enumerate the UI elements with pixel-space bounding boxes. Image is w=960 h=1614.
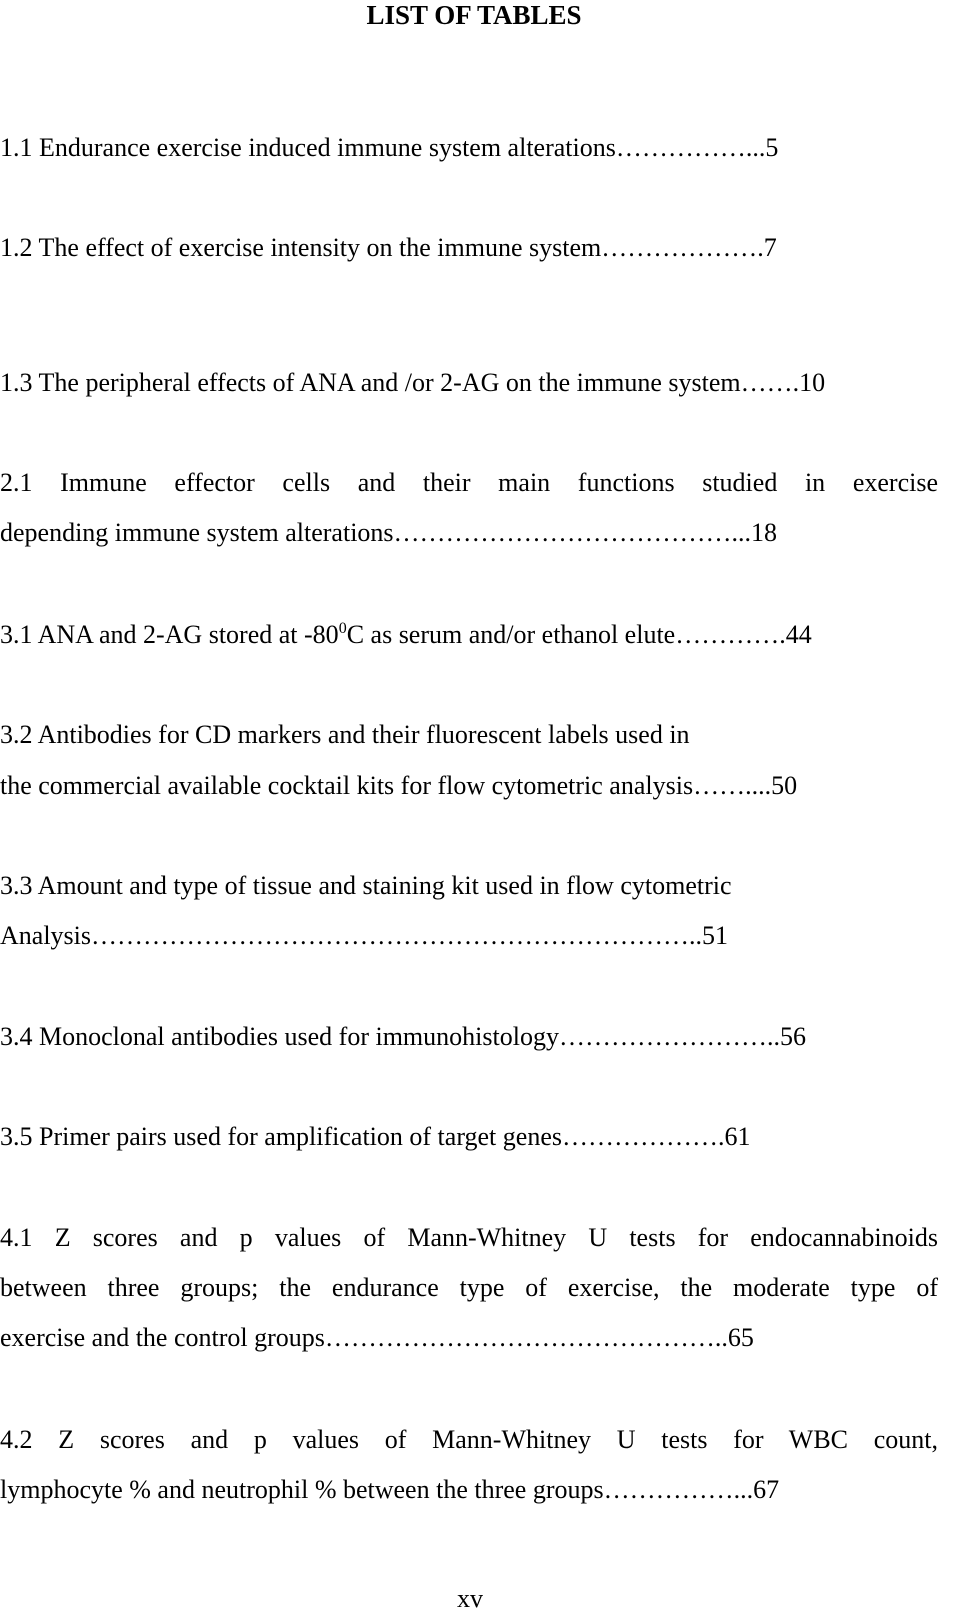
toc-entry-2-1-line-2[interactable]: depending immune system alterations…………………………………...18 (0, 518, 778, 547)
toc-entry-4-2-line-2[interactable]: lymphocyte % and neutrophil % between the three groups……………...67 (0, 1475, 780, 1504)
toc-entry-4-1-line-1[interactable]: 4.1 Z scores and p values of Mann-Whitney U tests for endocannabinoids (0, 1223, 938, 1252)
page-title: LIST OF TABLES (366, 0, 582, 30)
toc-entry-3-1[interactable] (0, 620, 812, 650)
toc-entry-3-1-prefix: 3.1 ANA and 2-AG stored at -80 (0, 620, 339, 649)
toc-entry-3-4[interactable]: 3.4 Monoclonal antibodies used for immunohistology……………………..56 (0, 1022, 806, 1051)
toc-entry-3-3-line-1[interactable]: 3.3 Amount and type of tissue and staining kit used in flow cytometric (0, 871, 732, 900)
toc-entry-3-5[interactable]: 3.5 Primer pairs used for amplification of target genes……………….61 (0, 1122, 751, 1151)
page-number: xv (457, 1584, 483, 1613)
toc-entry-3-2-line-2[interactable]: the commercial available cocktail kits for flow cytometric analysis……....50 (0, 771, 798, 800)
toc-entry-1-2[interactable]: 1.2 The effect of exercise intensity on the immune system……………….7 (0, 233, 777, 262)
toc-entry-4-2-line-1[interactable]: 4.2 Z scores and p values of Mann-Whitney U tests for WBC count, (0, 1425, 938, 1454)
toc-entry-1-3[interactable]: 1.3 The peripheral effects of ANA and /or 2-AG on the immune system…….10 (0, 368, 826, 397)
degree-superscript: 0 (338, 620, 347, 637)
toc-entry-4-1-line-3[interactable]: exercise and the control groups………………………………………..65 (0, 1323, 754, 1352)
toc-entry-4-1-line-2[interactable]: between three groups; the endurance type of exercise, the moderate type of (0, 1273, 938, 1302)
toc-entry-3-3-line-2[interactable]: Analysis……………………………………………………………..51 (0, 921, 728, 950)
toc-entry-3-1-suffix: C as serum and/or ethanol elute………….44 (346, 620, 812, 649)
toc-entry-2-1-line-1[interactable]: 2.1 Immune effector cells and their main functions studied in exercise (0, 468, 938, 497)
toc-entry-3-2-line-1[interactable]: 3.2 Antibodies for CD markers and their fluorescent labels used in (0, 720, 690, 749)
toc-entry-1-1[interactable]: 1.1 Endurance exercise induced immune system alterations……………...5 (0, 133, 779, 162)
